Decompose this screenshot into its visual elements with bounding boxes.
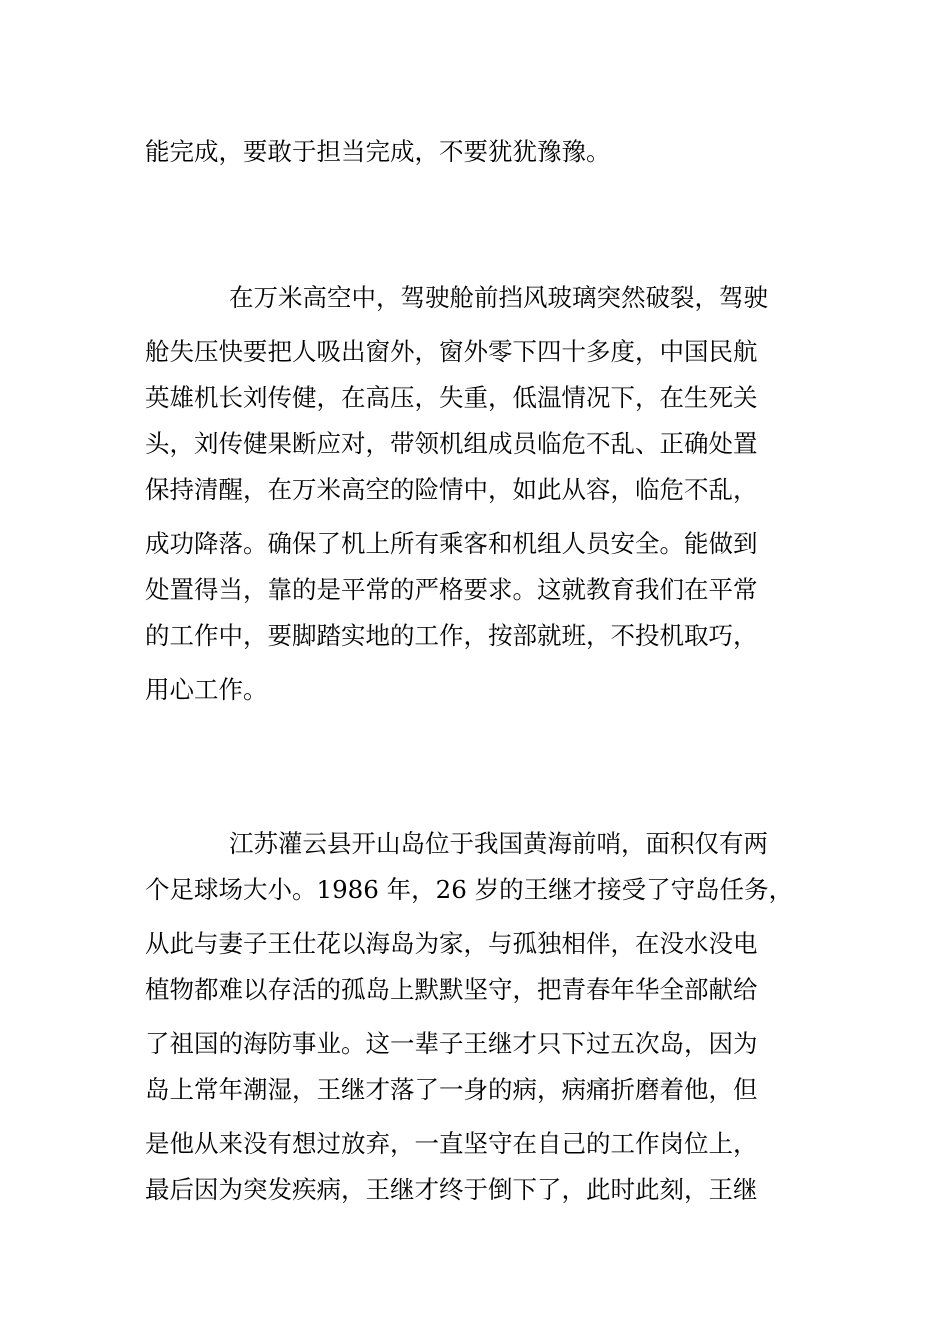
paragraph-2-line-4: 头，刘传健果断应对，带领机组成员临危不乱、正确处置: [145, 429, 758, 458]
paragraph-3-line-3: 从此与妻子王仕花以海岛为家，与孤独相伴，在没水没电: [145, 929, 758, 958]
paragraph-2-line-2: 舱失压快要把人吸出窗外，窗外零下四十多度，中国民航: [145, 337, 758, 366]
paragraph-2-line-9: 用心工作。: [145, 675, 268, 704]
paragraph-3-line-7: 是他从来没有想过放弃，一直坚守在自己的工作岗位上，: [145, 1129, 758, 1158]
paragraph-3-line-6: 岛上常年潮湿，王继才落了一身的病，病痛折磨着他，但: [145, 1075, 758, 1104]
paragraph-3-line-8: 最后因为突发疾病，王继才终于倒下了，此时此刻，王继: [145, 1175, 758, 1204]
paragraph-3-line-5: 了祖国的海防事业。这一辈子王继才只下过五次岛，因为: [145, 1029, 758, 1058]
paragraph-2-line-6: 成功降落。确保了机上所有乘客和机组人员安全。能做到: [145, 529, 758, 558]
paragraph-3-line-2: 个足球场大小。1986 年，26 岁的王继才接受了守岛任务，: [145, 875, 794, 904]
paragraph-1-line-1: 能完成，要敢于担当完成，不要犹犹豫豫。: [145, 137, 611, 166]
paragraph-3-line-1: 江苏灌云县开山岛位于我国黄海前哨，面积仅有两: [229, 829, 768, 858]
paragraph-3-line-4: 植物都难以存活的孤岛上默默坚守，把青春年华全部献给: [145, 975, 758, 1004]
paragraph-2-line-8: 的工作中，要脚踏实地的工作，按部就班，不投机取巧，: [145, 621, 758, 650]
paragraph-2-line-1: 在万米高空中，驾驶舱前挡风玻璃突然破裂，驾驶: [229, 283, 768, 312]
paragraph-2-line-7: 处置得当，靠的是平常的严格要求。这就教育我们在平常: [145, 575, 758, 604]
paragraph-2-line-5: 保持清醒，在万米高空的险情中，如此从容，临危不乱，: [145, 475, 758, 504]
paragraph-2-line-3: 英雄机长刘传健，在高压，失重，低温情况下，在生死关: [145, 383, 758, 412]
